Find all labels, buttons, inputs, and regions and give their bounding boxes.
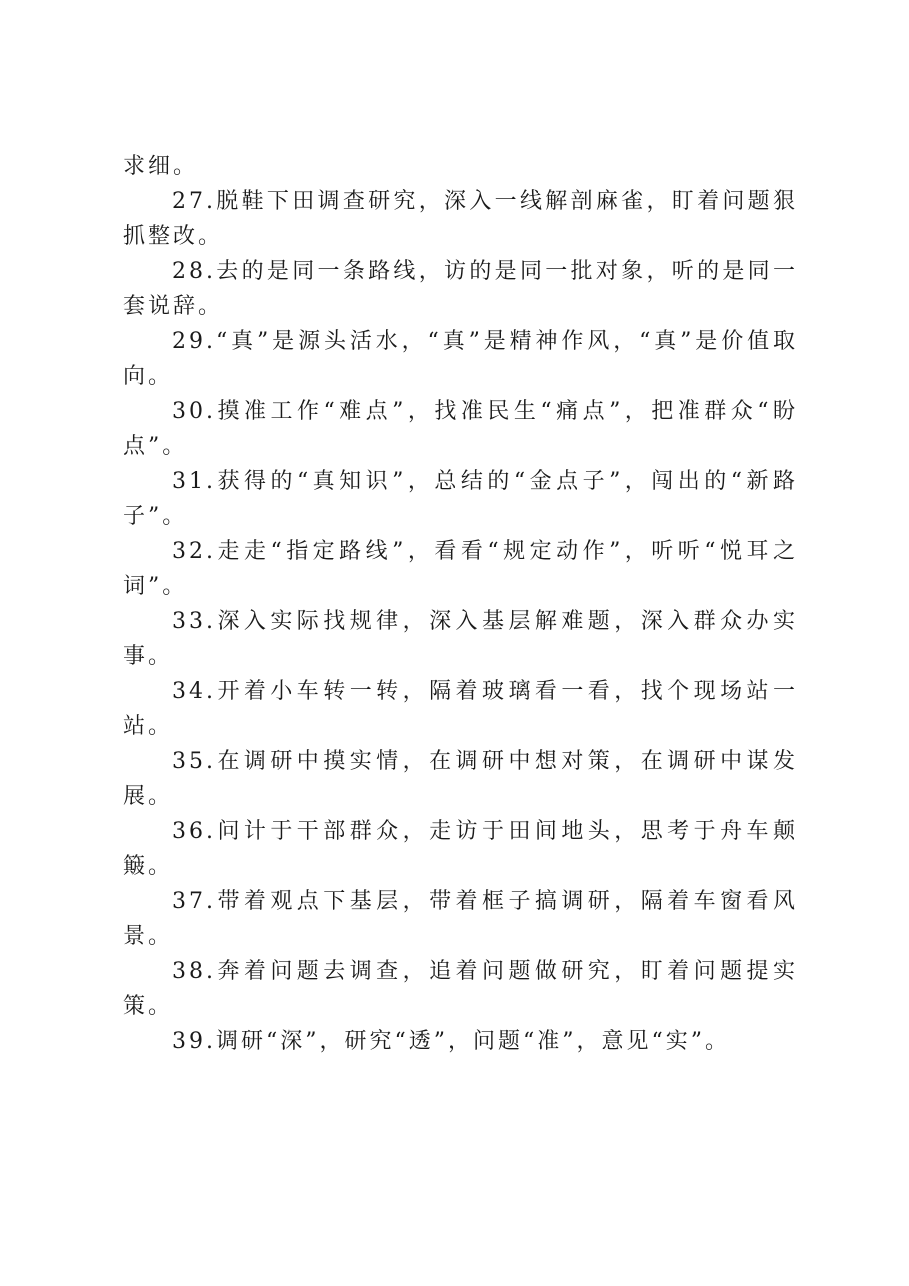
paragraph-31: 31.获得的“真知识”，总结的“金点子”，闯出的“新路子”。 — [123, 469, 798, 529]
paragraph-35: 35.在调研中摸实情，在调研中想对策，在调研中谋发展。 — [123, 749, 798, 809]
paragraph-30: 30.摸准工作“难点”，找准民生“痛点”，把准群众“盼点”。 — [123, 399, 798, 459]
paragraph-33: 33.深入实际找规律，深入基层解难题，深入群众办实事。 — [123, 609, 798, 669]
paragraph-39: 39.调研“深”，研究“透”，问题“准”，意见“实”。 — [172, 1029, 730, 1054]
paragraph-34: 34.开着小车转一转，隔着玻璃看一看，找个现场站一站。 — [123, 679, 798, 739]
document-body — [123, 149, 798, 1059]
paragraph-38: 38.奔着问题去调查，追着问题做研究，盯着问题提实策。 — [123, 959, 798, 1019]
paragraph-37: 37.带着观点下基层，带着框子搞调研，隔着车窗看风景。 — [123, 889, 798, 949]
paragraph-29: 29.“真”是源头活水，“真”是精神作风，“真”是价值取向。 — [123, 329, 798, 389]
paragraph-27: 27.脱鞋下田调查研究，深入一线解剖麻雀，盯着问题狠抓整改。 — [123, 189, 798, 249]
paragraph-continuation: 求细。 — [123, 154, 199, 179]
paragraph-36: 36.问计于干部群众，走访于田间地头，思考于舟车颠簸。 — [123, 819, 798, 879]
paragraph-28: 28.去的是同一条路线，访的是同一批对象，听的是同一套说辞。 — [123, 259, 798, 319]
paragraph-32: 32.走走“指定路线”，看看“规定动作”，听听“悦耳之词”。 — [123, 539, 798, 599]
